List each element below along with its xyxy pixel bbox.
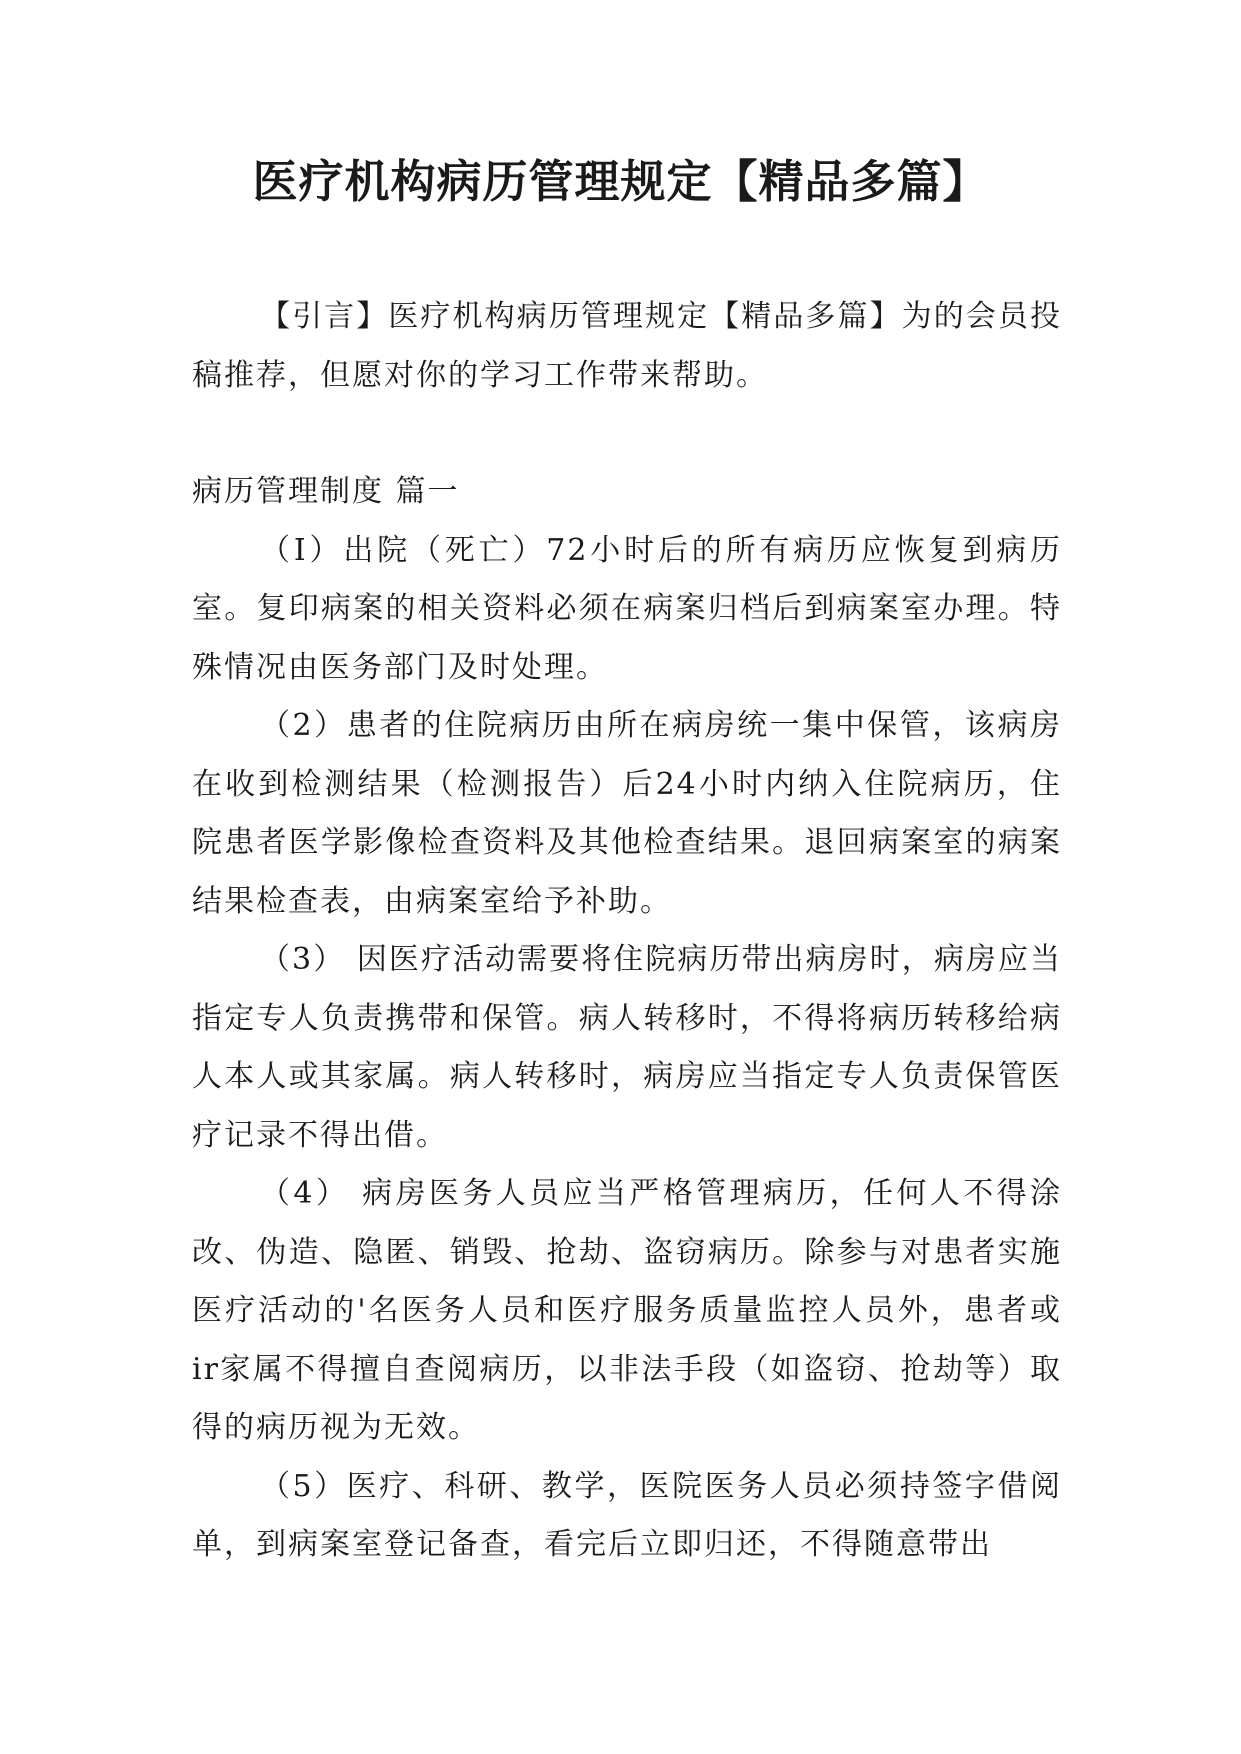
body-paragraph-1: （I）出院（死亡）72小时后的所有病历应恢复到病历室。复印病案的相关资料必须在病案归档后到病案室办理。特殊情况由医务部门及时处理。 bbox=[192, 532, 1062, 685]
body-paragraph-2: （2）患者的住院病历由所在病房统一集中保管，该病房在收到检测结果（检测报告）后24小时内纳入住院病历，住院患者医学影像检查资料及其他检查结果。退回病案室的病案结果检查表，由病案室给予补助。 bbox=[192, 708, 1062, 919]
section-heading: 病历管理制度 篇一 bbox=[192, 474, 460, 509]
body-paragraph-3: （3） 因医疗活动需要将住院病历带出病房时，病房应当指定专人负责携带和保管。病人转移时，不得将病历转移给病人本人或其家属。病人转移时，病房应当指定专人负责保管医疗记录不得出借。 bbox=[192, 942, 1062, 1153]
document-title: 医疗机构病历管理规定【精品多篇】 bbox=[252, 155, 989, 208]
body-paragraph-4: （4） 病房医务人员应当严格管理病历，任何人不得涂改、伪造、隐匿、销毁、抢劫、盗窃病历。除参与对患者实施医疗活动的'名医务人员和医疗服务质量监控人员外，患者或ir家属不得擅自查阅病历，以非法手段（如盗窃、抢劫等）取得的病历视为无效。 bbox=[192, 1176, 1062, 1445]
document-body bbox=[192, 288, 1062, 1575]
body-paragraph-5: （5）医疗、科研、教学，医院医务人员必须持签字借阅单，到病案室登记备查，看完后立即归还，不得随意带出 bbox=[192, 1468, 1062, 1562]
intro-paragraph: 【引言】医疗机构病历管理规定【精品多篇】为的会员投稿推荐，但愿对你的学习工作带来帮助。 bbox=[192, 299, 1062, 393]
